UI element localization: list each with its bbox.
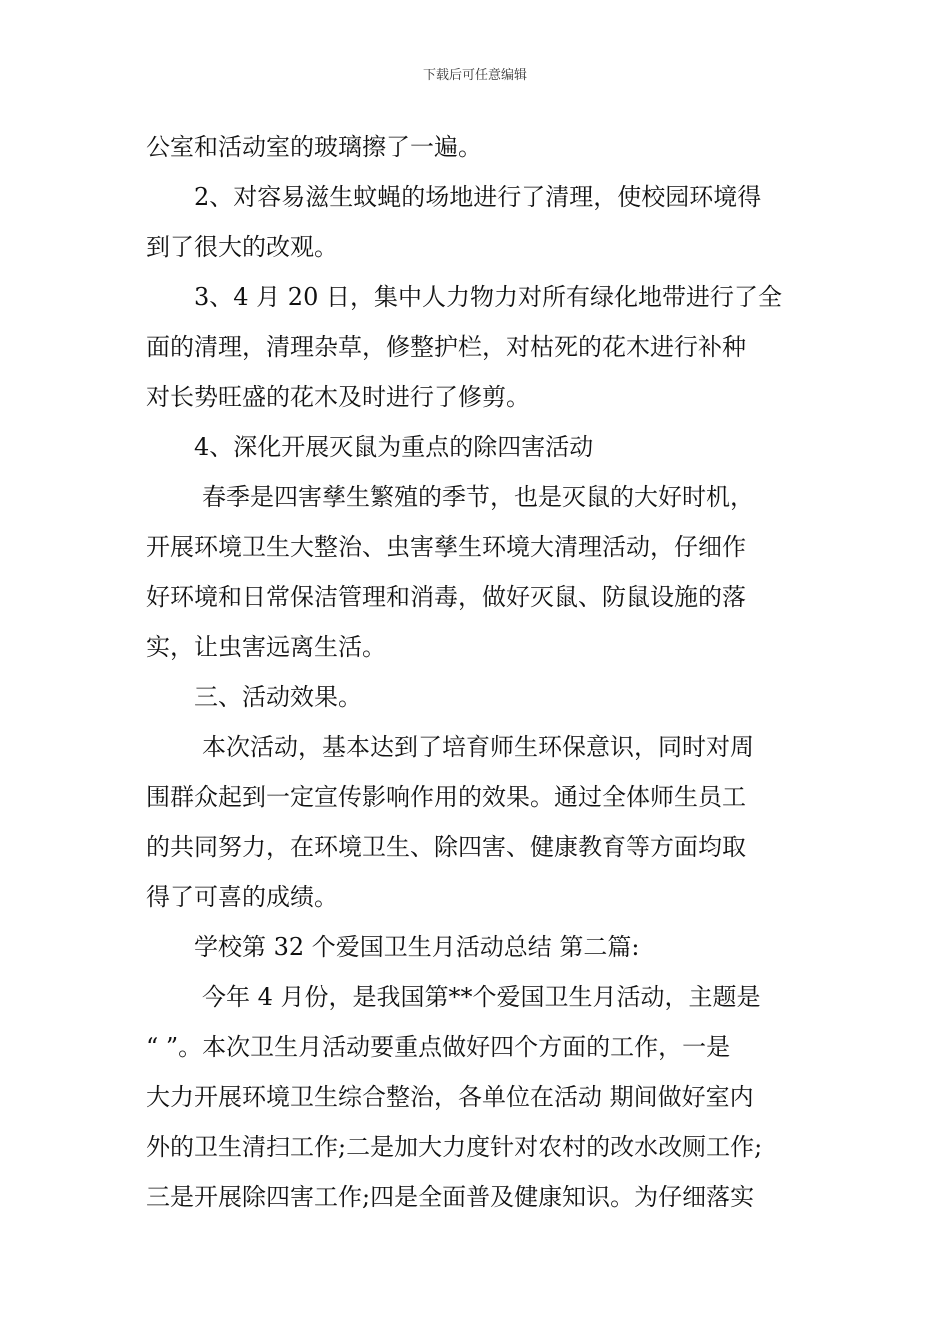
page-header: 下载后可任意编辑 <box>422 68 527 83</box>
text-line: 三是开展除四害工作;四是全面普及健康知识。为仔细落实 <box>146 1183 755 1211</box>
text-line: 得了可喜的成绩。 <box>146 883 338 911</box>
text-line: 对长势旺盛的花木及时进行了修剪。 <box>146 383 530 411</box>
document-body <box>146 122 806 1222</box>
text-line: 今年 4 月份，是我国第**个爱国卫生月活动，主题是 <box>202 983 761 1011</box>
text-line: 的共同努力，在环境卫生、除四害、健康教育等方面均取 <box>146 833 746 861</box>
text-line: 4、深化开展灭鼠为重点的除四害活动 <box>194 433 594 461</box>
text-line: 到了很大的改观。 <box>146 233 338 261</box>
text-line: 本次活动，基本达到了培育师生环保意识，同时对周 <box>202 733 754 761</box>
text-line: 春季是四害孳生繁殖的季节，也是灭鼠的大好时机， <box>202 483 754 511</box>
text-line: 围群众起到一定宣传影响作用的效果。通过全体师生员工 <box>146 783 746 811</box>
section-heading: 三、活动效果。 <box>194 683 362 711</box>
section-heading: 学校第 32 个爱国卫生月活动总结 第二篇: <box>194 933 640 961</box>
text-line: 2、对容易滋生蚊蝇的场地进行了清理，使校园环境得 <box>194 183 762 211</box>
text-line: 大力开展环境卫生综合整治，各单位在活动 期间做好室内 <box>146 1083 754 1111</box>
text-line: 好环境和日常保洁管理和消毒，做好灭鼠、防鼠设施的落 <box>146 583 746 611</box>
text-line: 外的卫生清扫工作;二是加大力度针对农村的改水改厕工作; <box>146 1133 763 1161</box>
text-line: 公室和活动室的玻璃擦了一遍。 <box>146 133 482 161</box>
text-line: 面的清理，清理杂草，修整护栏，对枯死的花木进行补种 <box>146 333 746 361</box>
text-line: 3、4 月 20 日，集中人力物力对所有绿化地带进行了全 <box>194 283 782 311</box>
text-line: 开展环境卫生大整治、虫害孳生环境大清理活动，仔细作 <box>146 533 746 561</box>
text-line: “ ”。本次卫生月活动要重点做好四个方面的工作，一是 <box>146 1033 731 1061</box>
text-line: 实，让虫害远离生活。 <box>146 633 386 661</box>
